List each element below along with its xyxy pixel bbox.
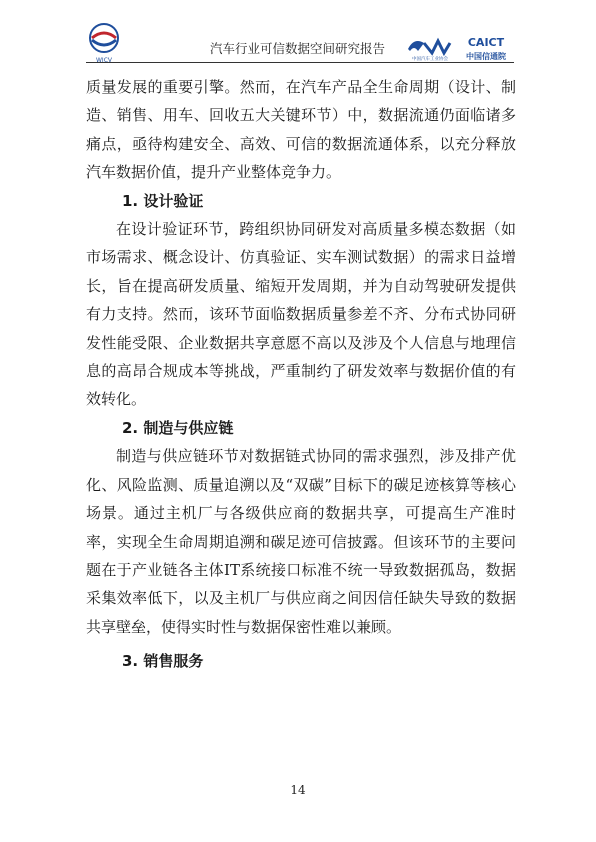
- section-heading-sales: 3. 销售服务: [122, 652, 204, 671]
- caict-logo-text: CAICT: [467, 36, 505, 49]
- caict-logo: [458, 34, 514, 62]
- intro-paragraph: 质量发展的重要引擎。然而，在汽车产品全生命周期（设计、制造、销售、用车、回收五大关键环节）中，数据流通仍面临诸多痛点，亟待构建安全、高效、可信的数据流通体系，以充分释放汽车数据价值，提升产业整体竞争力。: [86, 78, 516, 182]
- page-number: 14: [290, 783, 306, 797]
- section-heading-manufacturing: 2. 制造与供应链: [122, 418, 234, 437]
- caam-logo-text: 中国汽车工业协会: [412, 57, 448, 61]
- page-header: [86, 22, 514, 64]
- page-body: [86, 73, 516, 676]
- section-heading-design: 1. 设计验证: [122, 191, 204, 210]
- wicv-logo-text: WICV: [96, 57, 112, 64]
- wicv-logo: [86, 22, 122, 64]
- header-divider: [86, 62, 514, 63]
- design-paragraph: 在设计验证环节，跨组织协同研发对高质量多模态数据（如市场需求、概念设计、仿真验证、实车测试数据）的需求日益增长，旨在提高研发质量、缩短开发周期，并为自动驾驶研发提供有力支持。然而，该环节面临数据质量参差不齐、分布式协同研发性能受限、企业数据共享意愿不高以及涉及个人信息与地理信息的高昂合规成本等挑战，严重制约了研发效率与数据价值的有效转化。: [86, 220, 516, 409]
- caict-logo-subtext: 中国信通院: [466, 52, 506, 61]
- caam-logo: [404, 35, 456, 61]
- header-title: 汽车行业可信数据空间研究报告: [210, 41, 386, 56]
- manufacturing-paragraph: 制造与供应链环节对数据链式协同的需求强烈，涉及排产优化、风险监测、质量追溯以及“双碳”目标下的碳足迹核算等核心场景。通过主机厂与各级供应商的数据共享，可提高生产准时率，实现全生命周期追溯和碳足迹可信披露。但该环节的主要问题在于产业链各主体IT系统接口标准不统一导致数据孤岛，数据采集效率低下，以及主机厂与供应商之间因信任缺失导致的数据共享壁垒，使得实时性与数据保密性难以兼顾。: [86, 447, 516, 636]
